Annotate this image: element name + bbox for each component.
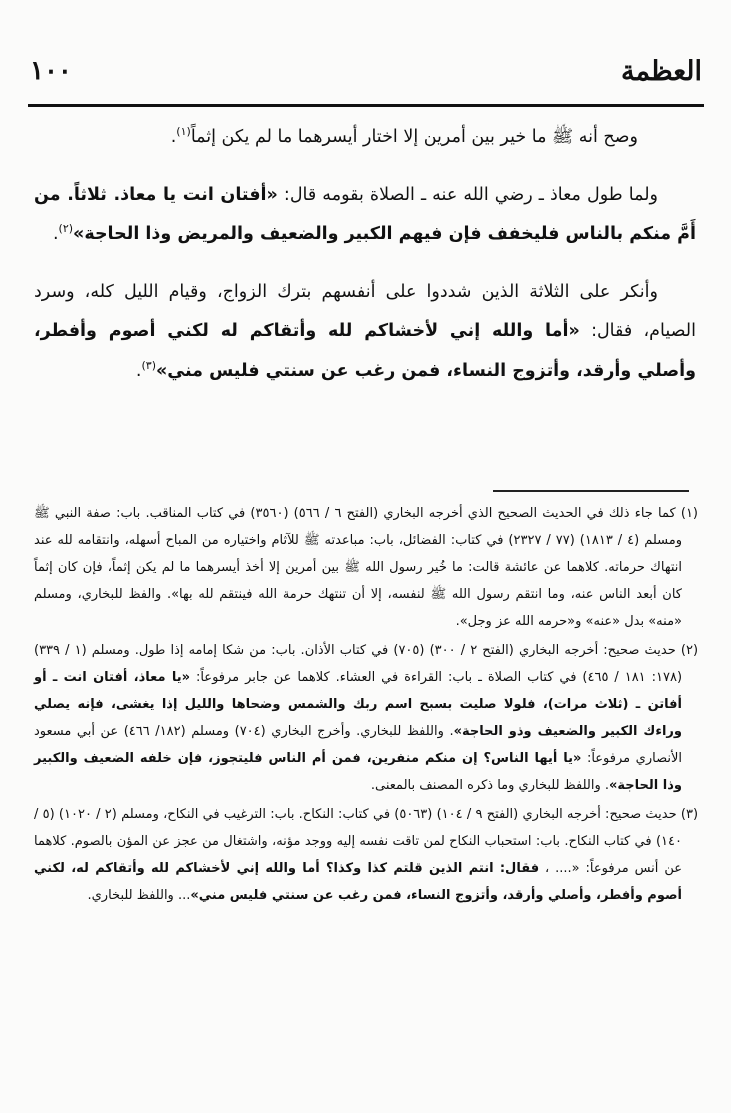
paragraph-3	[34, 273, 696, 392]
footnote-ref-2: (٢)	[58, 222, 74, 236]
paragraph-2-end: .	[52, 224, 59, 244]
footnote-3-quote: فقال: انتم الذين قلتم كذا وكذا؟ أما والله إني لأخشاكم لله وأتقاكم له، لكني أصوم وأفطر، وأصلي وأرقد، وأتزوج النساء، فمن رغب عن سنتي فليس مني»	[34, 861, 682, 903]
paragraph-1-end: .	[170, 127, 177, 147]
header-divider	[28, 104, 704, 107]
footnote-2-quote-b: «يا أيها الناس؟ إن منكم منفرين، فمن أم الناس فليتجوز، فإن خلفه الضعيف والكبير وذا الحاجة»	[34, 751, 682, 793]
footnote-3	[34, 801, 698, 909]
footnote-2-text-b: . واللفظ للبخاري. وأخرج البخاري (٧٠٤) ومسلم (١٨٢/ ٤٦٦) عن أبي مسعود الأنصاري مرفوعاً:	[34, 724, 682, 766]
hadith-quote-3: «أما والله إني لأخشاكم لله وأتقاكم له لكني أصوم وأفطر، وأصلي وأرقد، وأتزوج النساء، فمن رغب عن سنتي فليس مني»	[34, 321, 696, 381]
footnote-ref-3: (٣)	[141, 358, 156, 372]
footnote-2-text-a: (٢) حديث صحيح: أخرجه البخاري (الفتح ٢ / ٣٠٠) (٧٠٥) في كتاب الأذان. باب: من شكا إمامه إذا طول. ومسلم (١ / ٣٣٩) (١٧٨: ١٨١ / ٤٦٥) في كتاب الصلاة ـ باب: القراءة في العشاء. كلاهما عن جابر مرفوعاً:	[34, 643, 699, 685]
paragraph-2-intro: ولما طول معاذ ـ رضي الله عنه ـ الصلاة بقومه قال:	[277, 184, 658, 205]
footnote-2-quote-a: «يا معاذ، أفتان انت ـ أو أفاتن ـ (ثلاث مرات)، فلولا صليت بسبح اسم ربك والشمس وضحاها والليل إذا يغشى، فإنه يصلي وراءك الكبير والضعيف وذو الحاجة»	[34, 670, 683, 739]
running-title: العظمة	[621, 56, 702, 87]
paragraph-1	[34, 118, 696, 158]
footnote-3-text-b: ... واللفظ للبخاري.	[87, 888, 191, 903]
footnotes	[34, 500, 698, 911]
page-number: ١٠٠	[30, 56, 72, 86]
main-text	[34, 118, 696, 409]
footnote-ref-1: (١)	[176, 125, 191, 139]
page-header	[30, 56, 702, 96]
paragraph-1-text: وصح أنه ﷺ ما خير بين أمرين إلا اختار أيسرهما ما لم يكن إثماً	[190, 127, 638, 147]
paragraph-2	[34, 176, 696, 255]
footnote-3-text-a: (٣) حديث صحيح: أخرجه البخاري (الفتح ٩ / ١٠٤) (٥٠٦٣) في كتاب: النكاح. باب: الترغيب في النكاح، ومسلم (٢ / ١٠٢٠) (٥ / ١٤٠) في كتاب النكاح. باب: استحباب النكاح لمن تاقت نفسه إليه ووجد مؤنه، واشتغال من عجز عن المؤن بالصوم. كلاهما عن أنس مرفوعاً: «.... ،	[34, 807, 699, 876]
footnote-divider	[493, 490, 689, 492]
footnote-2-text-c: . واللفظ للبخاري وما ذكره المصنف بالمعنى.	[370, 778, 610, 793]
footnote-1-text: (١) كما جاء ذلك في الحديث الصحيح الذي أخرجه البخاري (الفتح ٦ / ٥٦٦) (٣٥٦٠) في كتاب المناقب. باب: صفة النبي ﷺ ومسلم (٤ / ١٨١٣) (٧٧ / ٢٣٢٧) في كتاب: الفضائل، باب: مباعدته ﷺ للآثام واختياره من المباح أسهله، وانتقامه لله عند انتهاك حرماته. كلاهما عن عائشة قالت: ما خُير رسول الله ﷺ بين أمرين إلا أخذ أيسرهما ما لم يكن إثماً، فإن كان إثماً كان أبعد الناس عنه، وما انتقم رسول الله ﷺ لنفسه، إلا أن تنتهك حرمة الله فينتقم لله بها». والفظ للبخاري، ومسلم «منه» بدل «عنه» و«حرمه الله عز وجل».	[34, 506, 698, 629]
footnote-1	[34, 500, 698, 635]
paragraph-3-intro: وأنكر على الثلاثة الذين شددوا على أنفسهم بترك الزواج، وقيام الليل كله، وسرد الصيام، فقال:	[34, 281, 696, 341]
footnote-2	[34, 637, 698, 799]
paragraph-3-end: .	[135, 360, 142, 381]
hadith-quote-2: «أفتان انت يا معاذ. ثلاثاً. من أَمَّ منكم بالناس فليخفف فإن فيهم الكبير والضعيف والمريض وذا الحاجة»	[34, 184, 696, 244]
